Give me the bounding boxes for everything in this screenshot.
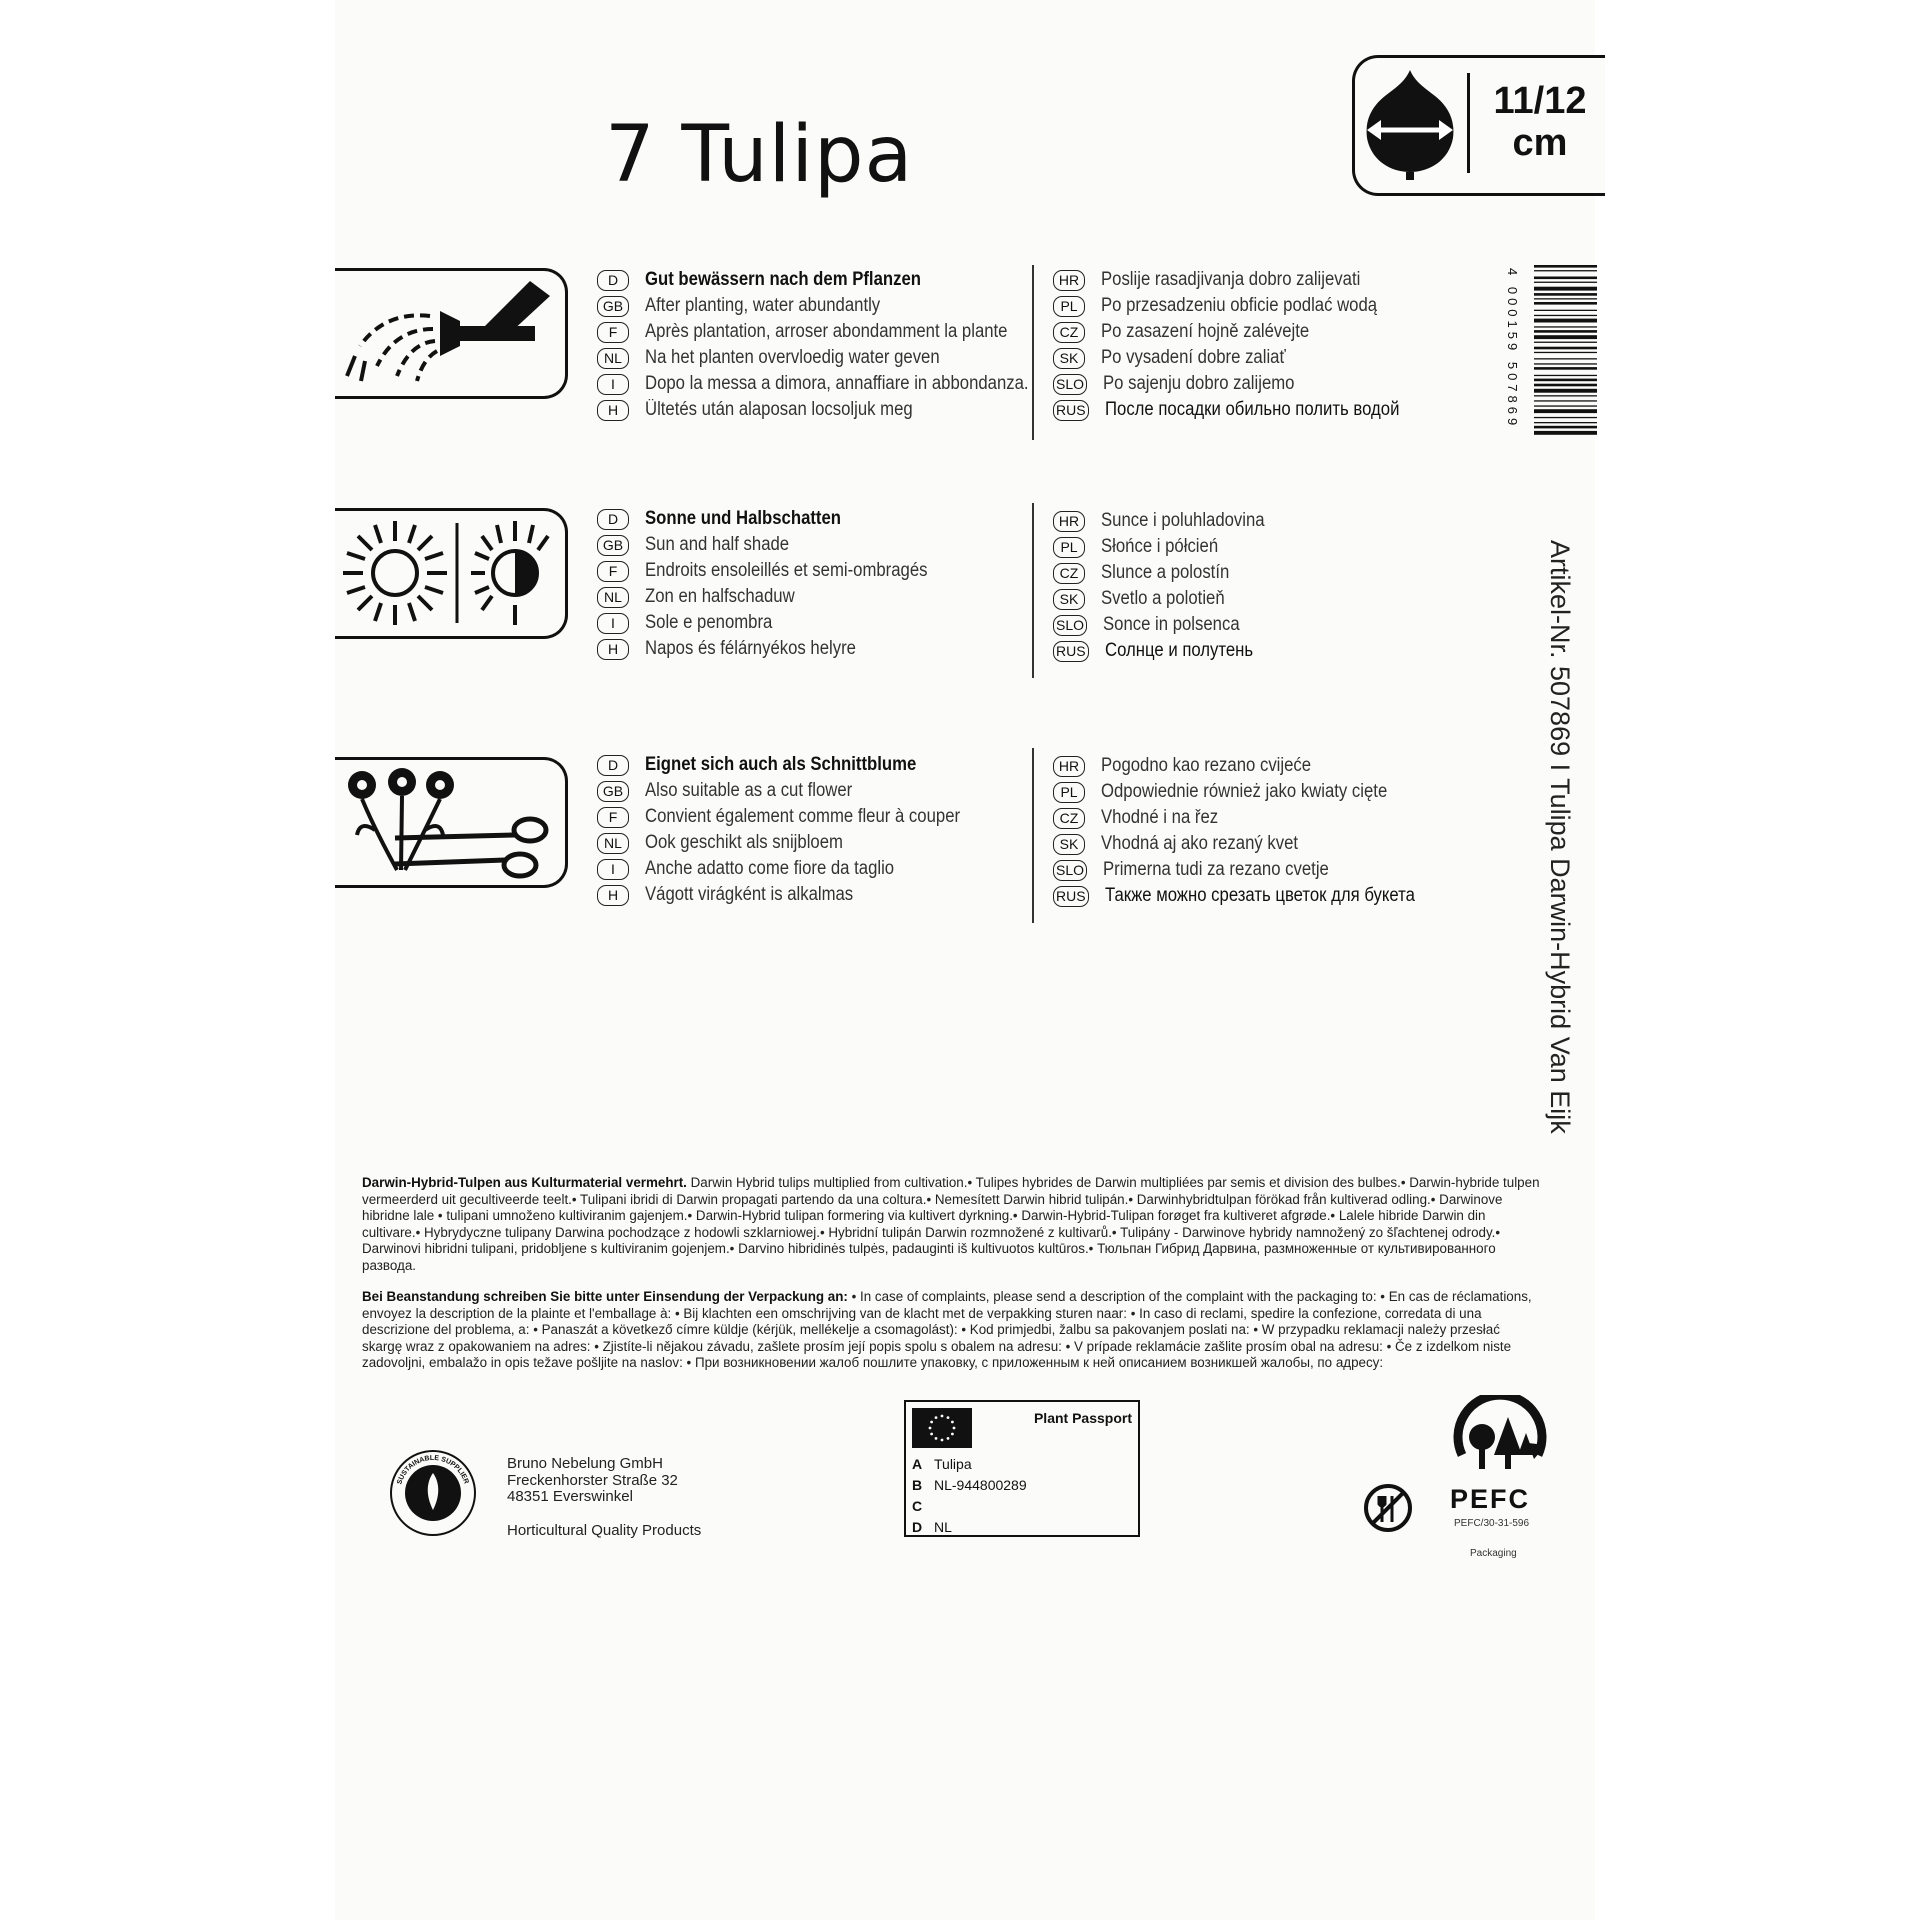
list-item [597, 506, 966, 532]
company-city: 48351 Everswinkel [507, 1488, 633, 1505]
eu-star [930, 1421, 933, 1424]
complaint-paragraph [362, 1289, 1542, 1372]
section-3-left [597, 752, 1003, 908]
eu-star [935, 1437, 938, 1440]
barcode-bar [1534, 277, 1597, 280]
list-item [1053, 883, 1457, 909]
list-item [597, 804, 1003, 830]
instruction-text: Также можно срезать цветок для букета [1104, 885, 1415, 906]
instruction-text: Anche adatto come fiore da taglio [645, 858, 895, 879]
lang-code-badge: SK [1053, 589, 1085, 610]
list-item [597, 830, 1003, 856]
barcode-bar [1534, 335, 1597, 339]
barcode-bar [1534, 375, 1597, 376]
lang-code-badge: CZ [1053, 322, 1085, 343]
eu-star [947, 1416, 950, 1419]
pefc-code: PEFC/30-31-596 [1454, 1518, 1530, 1529]
size-divider [1467, 73, 1470, 173]
lang-code-badge: HR [1053, 270, 1085, 291]
bulb-size-label: 11/12 cm [1493, 80, 1587, 164]
company-street: Freckenhorster Straße 32 [507, 1471, 678, 1489]
lang-code-badge: RUS [1053, 641, 1089, 662]
pefc-packaging-label: Packaging [1470, 1548, 1517, 1559]
list-item [1053, 397, 1439, 423]
instruction-text: Sole e penombra [645, 612, 773, 633]
barcode-bar [1534, 367, 1597, 370]
lang-code-badge: SLO [1053, 615, 1087, 636]
lang-code-badge: F [597, 322, 629, 343]
barcode-bar [1534, 358, 1597, 359]
list-item [597, 293, 1081, 319]
section-2-left [597, 506, 966, 662]
list-item [597, 267, 1081, 293]
list-item [597, 610, 966, 636]
column-divider [1032, 748, 1034, 923]
barcode-bar [1534, 302, 1597, 305]
instruction-text: Primerna tudi za rezano cvetje [1103, 859, 1329, 880]
column-divider [1032, 503, 1034, 678]
list-item [597, 319, 1081, 345]
eu-star [951, 1421, 954, 1424]
lang-code-badge: NL [597, 833, 629, 854]
barcode-bar [1534, 400, 1597, 401]
list-item [597, 636, 966, 662]
list-item [1053, 779, 1457, 805]
barcode-bar [1534, 395, 1597, 396]
passport-row: B NL-944800289 [912, 1477, 1027, 1493]
list-item [1053, 293, 1439, 319]
instruction-text: Солнце и полутень [1104, 640, 1253, 661]
barcode-bar [1534, 293, 1597, 296]
list-item [597, 778, 1003, 804]
instruction-text: After planting, water abundantly [645, 295, 881, 316]
eu-flag-icon [912, 1408, 972, 1448]
barcode-bar [1534, 265, 1597, 268]
list-item [597, 752, 1003, 778]
list-item [597, 345, 1081, 371]
instruction-text: Po sajenju dobro zalijemo [1103, 373, 1295, 394]
eu-star [951, 1433, 954, 1436]
instruction-text: Ook geschikt als snijbloem [645, 832, 843, 853]
instruction-text: Poslije rasadjivanja dobro zalijevati [1101, 269, 1361, 290]
eu-star [935, 1416, 938, 1419]
barcode-number [1505, 268, 1520, 284]
instruction-text: Pogodno kao rezano cvijeće [1101, 755, 1312, 776]
product-title: 7 Tulipa [605, 110, 914, 200]
article-number: Artikel-Nr. 507869 I Tulipa Darwin-Hybrid Van Eijk [1545, 540, 1575, 1134]
eu-star [930, 1433, 933, 1436]
barcode-bar [1534, 347, 1597, 350]
watering-icon-box [335, 268, 568, 399]
barcode-bar [1534, 379, 1597, 382]
eu-star [947, 1437, 950, 1440]
list-item [1053, 267, 1439, 293]
instruction-text: Vhodná aj ako rezaný kvet [1101, 833, 1299, 854]
instruction-text: После посадки обильно полить водой [1104, 399, 1399, 420]
instruction-text: Also suitable as a cut flower [645, 780, 853, 801]
barcode-bar [1534, 282, 1597, 283]
passport-row: D NL [912, 1519, 952, 1535]
instruction-text: Convient également comme fleur à couper [645, 806, 961, 827]
complaint-text: • In case of complaints, please send a description of the complaint with the packaging to: • En cas de réclamations, envoyez la description de la plainte et l'emballage à: • Bij klachten een omschrijving van de klacht met de verpakking sturen naar: • In caso di reclami, spedire la confezione, corredata di una descrizione del problema, a: • Panaszát a következő címre küldje (kérjük, mellékelje a csomagolást): • Kod primjedbi, žalbu sa pakovanjem poslati na: • W przypadku reklamacji należy przesłać skargę wraz z opakowaniem na adres: • Zjistíte-li nějakou závadu, zašlete prosím její popis spolu s obalem na adresu: • V prípade reklamácie zašlite prosím obal na adresu: • Če z izdelkom niste zadovoljni, embalažo in opis težave pošljite na naslov: • При возникновении жалоб пошлите упаковку, с приложенным к ней описанием возникшей жалобы, по адресу: [362, 1289, 1532, 1371]
bulb-size-icon [1355, 60, 1465, 190]
list-item [597, 856, 1003, 882]
lang-code-badge: PL [1053, 296, 1085, 317]
barcode-bar [1534, 330, 1597, 333]
lang-code-badge: GB [597, 535, 629, 556]
instruction-text: Vhodné i na řez [1101, 807, 1219, 828]
pefc-trees-icon [1450, 1395, 1550, 1485]
lang-code-badge: SK [1053, 348, 1085, 369]
lang-code-badge: D [597, 755, 629, 776]
half-sun-icon [471, 521, 548, 625]
instruction-text: Après plantation, arroser abondamment la plante [645, 321, 1008, 342]
instruction-text: Eignet sich auch als Schnittblume [645, 754, 917, 775]
list-item [1053, 319, 1439, 345]
watering-can-icon [335, 271, 565, 396]
section-2-right [1053, 508, 1287, 664]
section-3-right [1053, 753, 1457, 909]
instruction-text: Sun and half shade [645, 534, 790, 555]
instruction-text: Slunce a polostín [1101, 562, 1230, 583]
barcode-bar [1534, 319, 1597, 323]
lang-code-badge: RUS [1053, 886, 1089, 907]
list-item [1053, 345, 1439, 371]
sun-icon-box [335, 508, 568, 639]
instruction-text: Gut bewässern nach dem Pflanzen [645, 269, 921, 290]
instruction-text: Sonne und Halbschatten [645, 508, 842, 529]
lang-code-badge: H [597, 885, 629, 906]
barcode-bar [1534, 431, 1597, 435]
instruction-text: Po zasazení hojně zalévejte [1101, 321, 1310, 342]
lang-code-badge: HR [1053, 756, 1085, 777]
sun-icon [343, 521, 447, 625]
passport-title: Plant Passport [1033, 1410, 1132, 1426]
barcode-bar [1534, 422, 1597, 423]
plant-passport [904, 1400, 1140, 1537]
list-item [1053, 371, 1439, 397]
list-item [597, 584, 966, 610]
lang-code-badge: GB [597, 296, 629, 317]
instruction-text: Odpowiednie również jako kwiaty cięte [1101, 781, 1388, 802]
barcode-bar [1534, 389, 1597, 393]
instruction-text: Sunce i poluhladovina [1101, 510, 1265, 531]
eu-star [941, 1415, 944, 1418]
instruction-text: Po vysadení dobre zaliať [1101, 347, 1286, 368]
instruction-text: Endroits ensoleillés et semi-ombragés [645, 560, 928, 581]
passport-rows [912, 1454, 1027, 1538]
lang-code-badge: PL [1053, 782, 1085, 803]
barcode-bar [1534, 315, 1597, 316]
lang-code-badge: CZ [1053, 563, 1085, 584]
eu-star [941, 1439, 944, 1442]
barcode-bar [1534, 287, 1597, 291]
company-tagline: Horticultural Quality Products [507, 1522, 702, 1539]
instruction-text: Ültetés után alaposan locsoljuk meg [645, 399, 913, 420]
company-name: Bruno Nebelung GmbH [507, 1455, 663, 1472]
list-item [597, 882, 1003, 908]
list-item [1053, 586, 1287, 612]
instruction-text: Na het planten overvloedig water geven [645, 347, 940, 368]
instruction-text: Dopo la messa a dimora, annaffiare in abbondanza. [645, 373, 1029, 394]
lang-code-badge: NL [597, 587, 629, 608]
lang-code-badge: GB [597, 781, 629, 802]
barcode-bar [1534, 363, 1597, 364]
list-item [1053, 612, 1287, 638]
instruction-text: Zon en halfschaduw [645, 586, 795, 607]
eu-star [929, 1427, 932, 1430]
instruction-text: Svetlo a polotieň [1101, 588, 1225, 609]
lang-code-badge: PL [1053, 537, 1085, 558]
lang-code-badge: SLO [1053, 860, 1087, 881]
no-food-contact-icon [1362, 1482, 1414, 1534]
lang-code-badge: F [597, 561, 629, 582]
section-1-left [597, 267, 1081, 423]
barcode-bar [1534, 405, 1597, 406]
list-item [1053, 508, 1287, 534]
list-item [597, 371, 1081, 397]
lang-code-badge: F [597, 807, 629, 828]
list-item [1053, 831, 1457, 857]
barcode-bar [1534, 426, 1597, 429]
origin-text: Darwin Hybrid tulips multiplied from cultivation.• Tulipes hybrides de Darwin multipliées par semis et division des bulbes.• Darwin-hybride tulpen vermeerderd uit gecultiveerde teelt.• Tulipani ibridi di Darwin propagati partendo da una coltura.• Nemesített Darwin hibrid tulipán.• Darwinhybridtulpan förökad från kultiverad odling.• Darwinove hibridne lale • tulipani umnoženo kultiviranim gajenjem.• Darwin-Hybrid tulipan formering via kultivert dyrkning.• Darwin-Hybrid-Tulipan forøget fra kultiveret afgrøde.• Lalele hibride Darwin din cultivare.• Hybrydyczne tulipany Darwina pochodzące z hodowli szklarniowej.• Hybridní tulipán Darwin rozmnožené z kultivarů.• Tulipány - Darwinove hybridy namnožený zo šľachtenej odrody.• Darwinovi hibridni tulipani, pridobljene s kultiviranim gojenjem.• Darvino hibridinės tulpės, padauginti iš kultivuotos kultūros.• Тюльпан Гибрид Дарвина, размноженные от культивированного развода. [362, 1175, 1540, 1273]
lang-code-badge: H [597, 400, 629, 421]
complaint-lead: Bei Beanstandung schreiben Sie bitte unter Einsendung der Verpackung an: [362, 1289, 848, 1304]
instruction-text: Po przesadzeniu obficie podlać wodą [1101, 295, 1378, 316]
cut-flower-icon-box [335, 757, 568, 888]
list-item [597, 558, 966, 584]
lang-code-badge: D [597, 270, 629, 291]
bulb-size-box [1352, 55, 1605, 196]
lang-code-badge: I [597, 859, 629, 880]
lang-code-badge: I [597, 613, 629, 634]
instruction-text: Sonce in polsenca [1103, 614, 1240, 635]
section-1-right [1053, 267, 1439, 423]
barcode [1512, 265, 1597, 487]
instruction-text: Słońce i półcień [1101, 536, 1219, 557]
list-item [1053, 560, 1287, 586]
barcode-bar [1534, 352, 1597, 353]
passport-row: C [912, 1498, 923, 1514]
list-item [1053, 857, 1457, 883]
instruction-text: Napos és félárnyékos helyre [645, 638, 856, 659]
lang-code-badge: H [597, 639, 629, 660]
barcode-bar [1534, 409, 1597, 413]
eu-star [953, 1427, 956, 1430]
seal-text: SUSTAINABLE SUPPLIER [396, 1454, 470, 1486]
barcode-bar [1534, 310, 1597, 311]
lang-code-badge: RUS [1053, 400, 1089, 421]
sustainable-supplier-seal [388, 1448, 478, 1538]
list-item [1053, 753, 1457, 779]
list-item [597, 397, 1081, 423]
lang-code-badge: I [597, 374, 629, 395]
barcode-bar [1534, 384, 1597, 387]
lang-code-badge: HR [1053, 511, 1085, 532]
barcode-bar [1534, 326, 1597, 327]
origin-lead: Darwin-Hybrid-Tulpen aus Kulturmaterial vermehrt. [362, 1175, 687, 1190]
column-divider [1032, 265, 1034, 440]
barcode-bar [1534, 417, 1597, 418]
list-item [1053, 534, 1287, 560]
lang-code-badge: CZ [1053, 808, 1085, 829]
passport-row: A Tulipa [912, 1456, 972, 1472]
lang-code-badge: NL [597, 348, 629, 369]
barcode-bar [1534, 270, 1597, 271]
instruction-text: Vágott virágként is alkalmas [645, 884, 854, 905]
list-item [1053, 805, 1457, 831]
barcode-bar [1534, 298, 1597, 299]
list-item [597, 532, 966, 558]
origin-paragraph [362, 1175, 1542, 1275]
flowers-scissors-icon [335, 760, 565, 885]
company-address [507, 1456, 678, 1506]
lang-code-badge: D [597, 509, 629, 530]
pefc-logo-text: PEFC [1450, 1484, 1531, 1514]
lang-code-badge: SLO [1053, 374, 1087, 395]
barcode-bar [1534, 342, 1597, 343]
list-item [1053, 638, 1287, 664]
lang-code-badge: SK [1053, 834, 1085, 855]
